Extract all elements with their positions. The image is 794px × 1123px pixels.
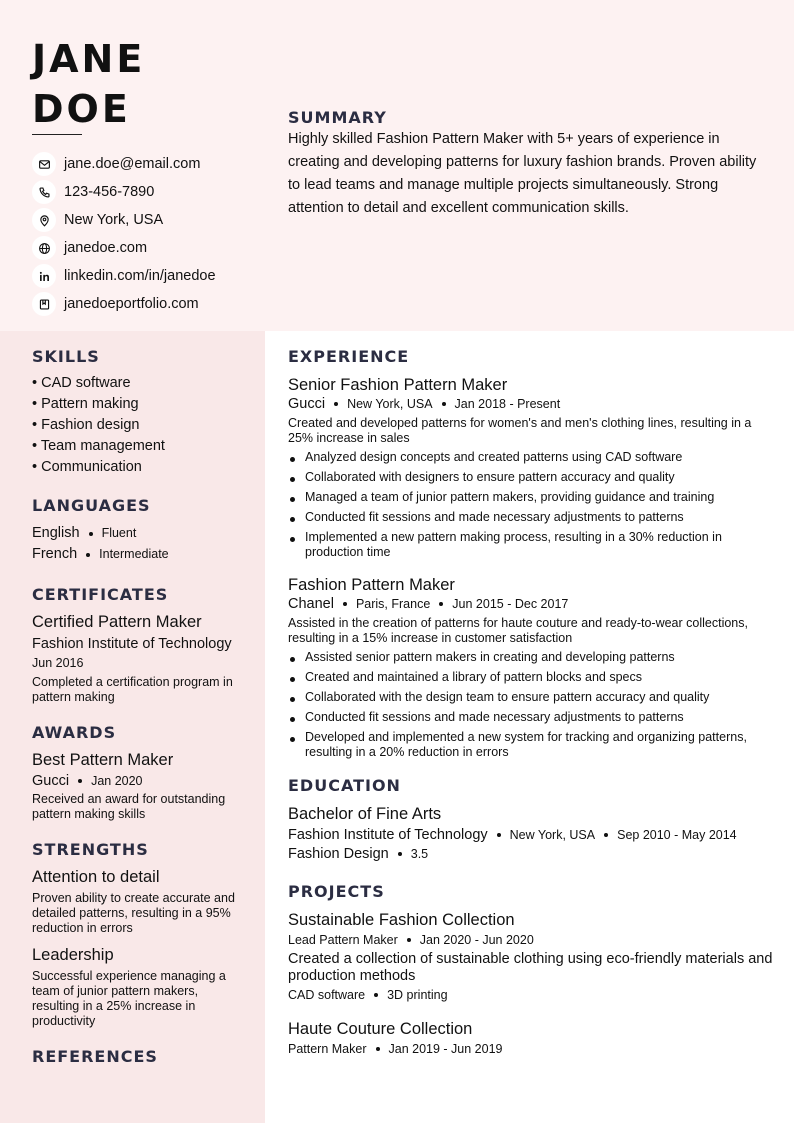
- left-column: [32, 347, 242, 1082]
- references-section: [32, 1047, 242, 1066]
- certificate-date: Jun 2016: [32, 656, 84, 670]
- project-role: Pattern Maker: [288, 1042, 367, 1056]
- bullet-item: Conducted fit sessions and made necessary adjustments to patterns: [288, 710, 773, 725]
- globe-icon: [32, 236, 56, 260]
- skill-item: • Fashion design: [32, 417, 140, 433]
- certificates-title: CERTIFICATES: [32, 585, 169, 604]
- bookmark-icon: [32, 292, 56, 316]
- skill-item: • CAD software: [32, 375, 131, 391]
- certificate-desc: Completed a certification program in pattern making: [32, 675, 233, 704]
- contact-linkedin-text: linkedin.com/in/janedoe: [64, 268, 216, 284]
- project-meta: [288, 1042, 773, 1056]
- language-level: Fluent: [101, 526, 137, 540]
- bullet-item: Analyzed design concepts and created patterns using CAD software: [288, 450, 773, 465]
- certificate-issuer: Fashion Institute of Technology: [32, 636, 232, 652]
- job-role: Fashion Pattern Maker: [288, 576, 455, 594]
- first-name: JANE: [32, 37, 146, 81]
- certificates-section: [32, 585, 242, 705]
- strength-desc: Successful experience managing a team of junior pattern makers, resulting in a 25% increase in productivity: [32, 969, 226, 1028]
- candidate-name: [32, 34, 145, 134]
- contact-phone-text: 123-456-7890: [64, 184, 155, 200]
- bullet-item: Assisted senior pattern makers in creating and developing patterns: [288, 650, 773, 665]
- project-entry: [288, 1018, 773, 1056]
- separator-dot: [78, 779, 82, 783]
- contact-phone[interactable]: [32, 178, 216, 206]
- mail-icon: [32, 152, 56, 176]
- job-location: New York, USA: [347, 397, 433, 411]
- skill-item: • Communication: [32, 459, 142, 475]
- contact-email[interactable]: [32, 150, 216, 178]
- projects-title: PROJECTS: [288, 882, 385, 901]
- language-name: English: [32, 525, 80, 541]
- separator-dot: [497, 833, 501, 837]
- summary-section: [288, 108, 758, 220]
- separator-dot: [439, 602, 443, 606]
- certificate-name: Certified Pattern Maker: [32, 613, 202, 631]
- award-name: Best Pattern Maker: [32, 751, 174, 769]
- job-bullets: [288, 650, 773, 760]
- skill-item: • Team management: [32, 438, 165, 454]
- project-entry: [288, 909, 773, 1002]
- education-school: Fashion Institute of Technology: [288, 827, 488, 843]
- job-entry: [288, 374, 773, 560]
- separator-dot: [398, 852, 402, 856]
- language-item: [32, 523, 242, 544]
- project-dates: Jan 2020 - Jun 2020: [419, 933, 534, 947]
- experience-title: EXPERIENCE: [288, 347, 410, 366]
- name-divider: [32, 134, 82, 135]
- separator-dot: [334, 402, 338, 406]
- project-name: Haute Couture Collection: [288, 1020, 473, 1038]
- contact-location-text: New York, USA: [64, 212, 164, 228]
- strengths-title: STRENGTHS: [32, 840, 149, 859]
- language-item: [32, 544, 242, 565]
- bullet-item: Conducted fit sessions and made necessary adjustments to patterns: [288, 510, 773, 525]
- job-bullets: [288, 450, 773, 560]
- contact-linkedin[interactable]: [32, 262, 216, 290]
- contact-portfolio[interactable]: [32, 290, 216, 318]
- bullet-item: Collaborated with designers to ensure pattern accuracy and quality: [288, 470, 773, 485]
- bullet-item: Implemented a new pattern making process, resulting in a 30% reduction in production time: [288, 530, 773, 560]
- bullet-item: Created and maintained a library of pattern blocks and specs: [288, 670, 773, 685]
- education-field-row: [288, 846, 773, 862]
- separator-dot: [442, 402, 446, 406]
- award-date: Jan 2020: [91, 774, 143, 788]
- contact-list: [32, 150, 216, 318]
- bullet-item: Collaborated with the design team to ensure pattern accuracy and quality: [288, 690, 773, 705]
- project-dates: Jan 2019 - Jun 2019: [388, 1042, 503, 1056]
- strengths-section: [32, 840, 242, 1029]
- summary-text: Highly skilled Fashion Pattern Maker with 5+ years of experience in creating and developing patterns for luxury fashion brands. Proven ability to lead teams and manage multiple projects simultaneously. Strong attention to detail and excellent communication skills.: [288, 131, 757, 216]
- separator-dot: [376, 1047, 380, 1051]
- award-desc: Received an award for outstanding pattern making skills: [32, 792, 226, 821]
- skills-section: [32, 347, 242, 478]
- job-entry: [288, 574, 773, 760]
- education-field: Fashion Design: [288, 846, 389, 862]
- award-meta: [32, 773, 242, 789]
- strength-desc: Proven ability to create accurate and detailed patterns, resulting in a 95% reduction in errors: [32, 891, 235, 935]
- contact-email-text: jane.doe@email.com: [64, 156, 201, 172]
- education-dates: Sep 2010 - May 2014: [617, 828, 737, 842]
- separator-dot: [604, 833, 608, 837]
- phone-icon: [32, 180, 56, 204]
- job-location: Paris, France: [355, 597, 431, 611]
- strength-name: Attention to detail: [32, 868, 160, 886]
- education-title: EDUCATION: [288, 776, 401, 795]
- languages-title: LANGUAGES: [32, 496, 151, 515]
- bullet-item: Managed a team of junior pattern makers, providing guidance and training: [288, 490, 773, 505]
- contact-portfolio-text: janedoeportfolio.com: [64, 296, 199, 312]
- education-degree: Bachelor of Fine Arts: [288, 805, 442, 823]
- languages-section: [32, 496, 242, 565]
- education-gpa: 3.5: [410, 847, 429, 861]
- contact-website[interactable]: [32, 234, 216, 262]
- experience-section: [288, 347, 773, 760]
- separator-dot: [89, 532, 93, 536]
- job-role: Senior Fashion Pattern Maker: [288, 376, 508, 394]
- education-location: New York, USA: [509, 828, 596, 842]
- separator-dot: [343, 602, 347, 606]
- strength-name: Leadership: [32, 946, 114, 964]
- right-column: [288, 347, 773, 1056]
- job-meta: [288, 596, 773, 612]
- references-title: REFERENCES: [32, 1047, 158, 1066]
- summary-title: SUMMARY: [288, 108, 387, 127]
- separator-dot: [374, 993, 378, 997]
- bullet-item: Developed and implemented a new system for tracking and organizing patterns, resulting in a 20% reduction in errors: [288, 730, 773, 760]
- job-company: Chanel: [288, 596, 334, 612]
- contact-website-text: janedoe.com: [64, 240, 148, 256]
- education-section: [288, 776, 773, 862]
- job-desc: Assisted in the creation of patterns for haute couture and ready-to-wear collections, resulting in a 15% increase in customer satisfaction: [288, 616, 748, 645]
- awards-title: AWARDS: [32, 723, 117, 742]
- project-tool: CAD software: [288, 988, 366, 1002]
- job-dates: Jun 2015 - Dec 2017: [452, 597, 569, 611]
- project-meta: [288, 933, 773, 947]
- last-name: DOE: [32, 87, 131, 131]
- projects-section: [288, 882, 773, 1056]
- project-tool: 3D printing: [387, 988, 448, 1002]
- job-meta: [288, 396, 773, 412]
- project-role: Lead Pattern Maker: [288, 933, 398, 947]
- location-pin-icon: [32, 208, 56, 232]
- project-desc: Created a collection of sustainable clothing using eco-friendly materials and production methods: [288, 951, 773, 984]
- separator-dot: [407, 938, 411, 942]
- contact-location: [32, 206, 216, 234]
- skill-item: • Pattern making: [32, 396, 139, 412]
- project-tools: [288, 988, 773, 1002]
- job-desc: Created and developed patterns for women's and men's clothing lines, resulting in a 25% increase in sales: [288, 416, 752, 445]
- award-org: Gucci: [32, 773, 70, 789]
- linkedin-icon: [32, 264, 56, 288]
- job-company: Gucci: [288, 396, 326, 412]
- awards-section: [32, 723, 242, 822]
- education-meta: [288, 827, 773, 843]
- separator-dot: [86, 553, 90, 557]
- skills-title: SKILLS: [32, 347, 100, 366]
- project-name: Sustainable Fashion Collection: [288, 911, 515, 929]
- job-dates: Jan 2018 - Present: [454, 397, 561, 411]
- language-level: Intermediate: [99, 547, 169, 561]
- language-name: French: [32, 546, 78, 562]
